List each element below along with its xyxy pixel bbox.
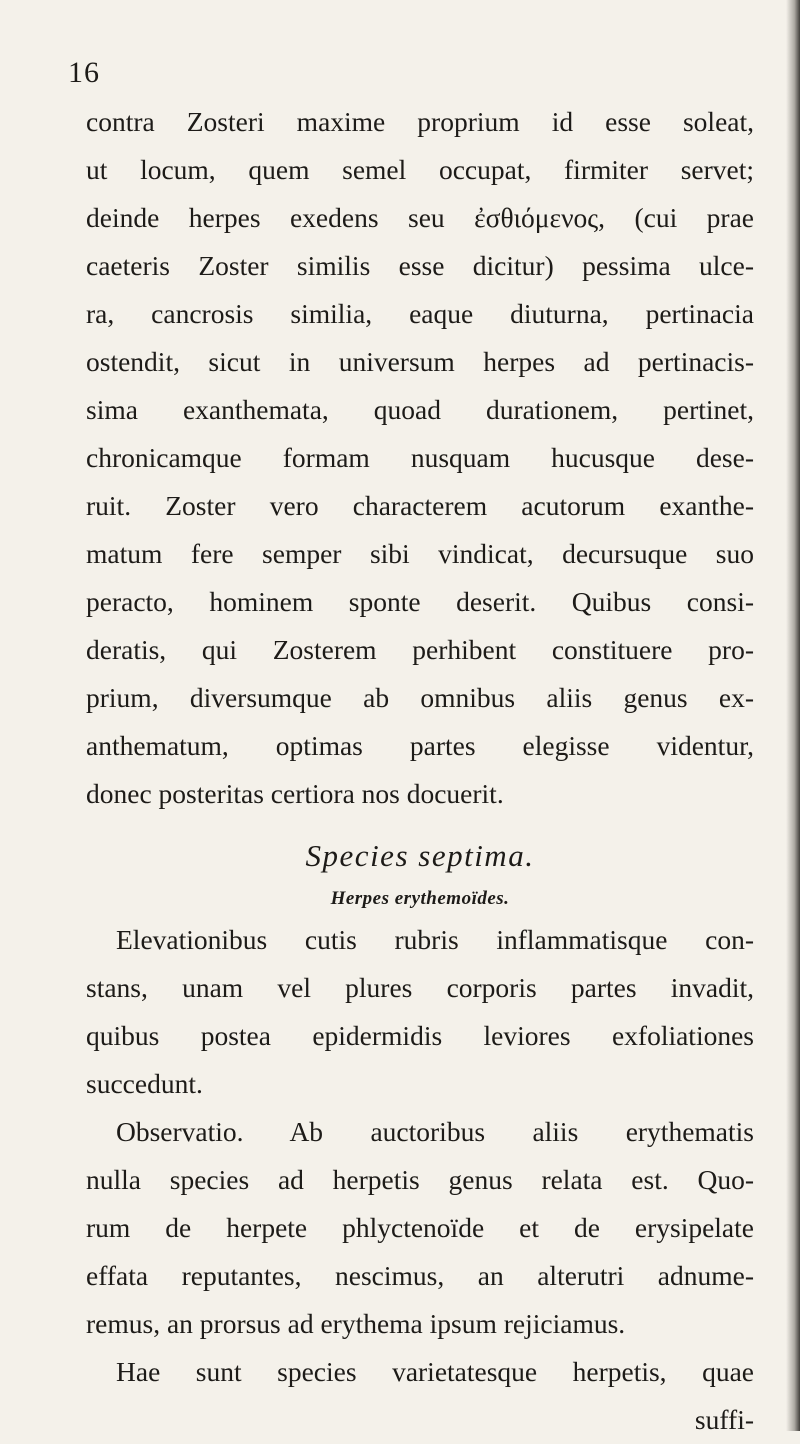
section-heading: Species septima. [305,838,535,873]
text-line: stans, unam vel plures corporis partes invadit, [86,972,754,1003]
text-line: quibus postea epidermidis leviores exfoliationes [86,1020,754,1051]
text-line: matum fere semper sibi vindicat, decursuque suo [86,538,754,569]
text-line: effata reputantes, nescimus, an alterutri adnume- [86,1260,754,1291]
paragraph-2 [86,916,754,1108]
text-line: ostendit, sicut in universum herpes ad pertinacis- [86,346,754,377]
page-number: 16 [68,56,100,89]
text-line: deratis, qui Zosterem perhibent constituere pro- [86,634,754,665]
text-line: sima exanthemata, quoad durationem, pertinet, [86,394,754,425]
page-edge-shadow [786,0,800,1431]
text-line: contra Zosteri maxime proprium id esse soleat, [86,106,754,137]
text-line: caeteris Zoster similis esse dicitur) pessima ulce- [86,250,754,281]
text-line: Observatio. Ab auctoribus aliis erythematis [116,1116,754,1147]
section-subheading: Herpes erythemoïdes. [330,888,510,909]
text-line: remus, an prorsus ad erythema ipsum rejiciamus. [86,1308,626,1339]
text-line: succedunt. [86,1068,203,1099]
text-block [86,98,754,1444]
catchword: suffi- [694,1404,754,1435]
text-line: prium, diversumque ab omnibus aliis genus ex- [86,682,754,713]
paragraph-4 [86,1348,754,1396]
paragraph-3 [86,1108,754,1348]
text-line: peracto, hominem sponte deserit. Quibus consi- [86,586,754,617]
text-line: rum de herpete phlyctenoïde et de erysipelate [86,1212,754,1243]
text-line: ut locum, quem semel occupat, firmiter servet; [86,154,754,185]
text-line: donec posteritas certiora nos docuerit. [86,778,504,809]
text-line: Hae sunt species varietatesque herpetis, quae [116,1356,754,1387]
text-line: deinde herpes exedens seu ἐσθιόμενος, (cui prae [86,202,754,233]
text-line: nulla species ad herpetis genus relata est. Quo- [86,1164,754,1195]
paragraph-1 [86,98,754,818]
text-line: anthematum, optimas partes elegisse videntur, [86,730,754,761]
text-line: chronicamque formam nusquam hucusque dese- [86,442,754,473]
text-line: Elevationibus cutis rubris inflammatisque con- [116,924,754,955]
text-line: ra, cancrosis similia, eaque diuturna, pertinacia [86,298,754,329]
text-line: ruit. Zoster vero characterem acutorum exanthe- [86,490,754,521]
